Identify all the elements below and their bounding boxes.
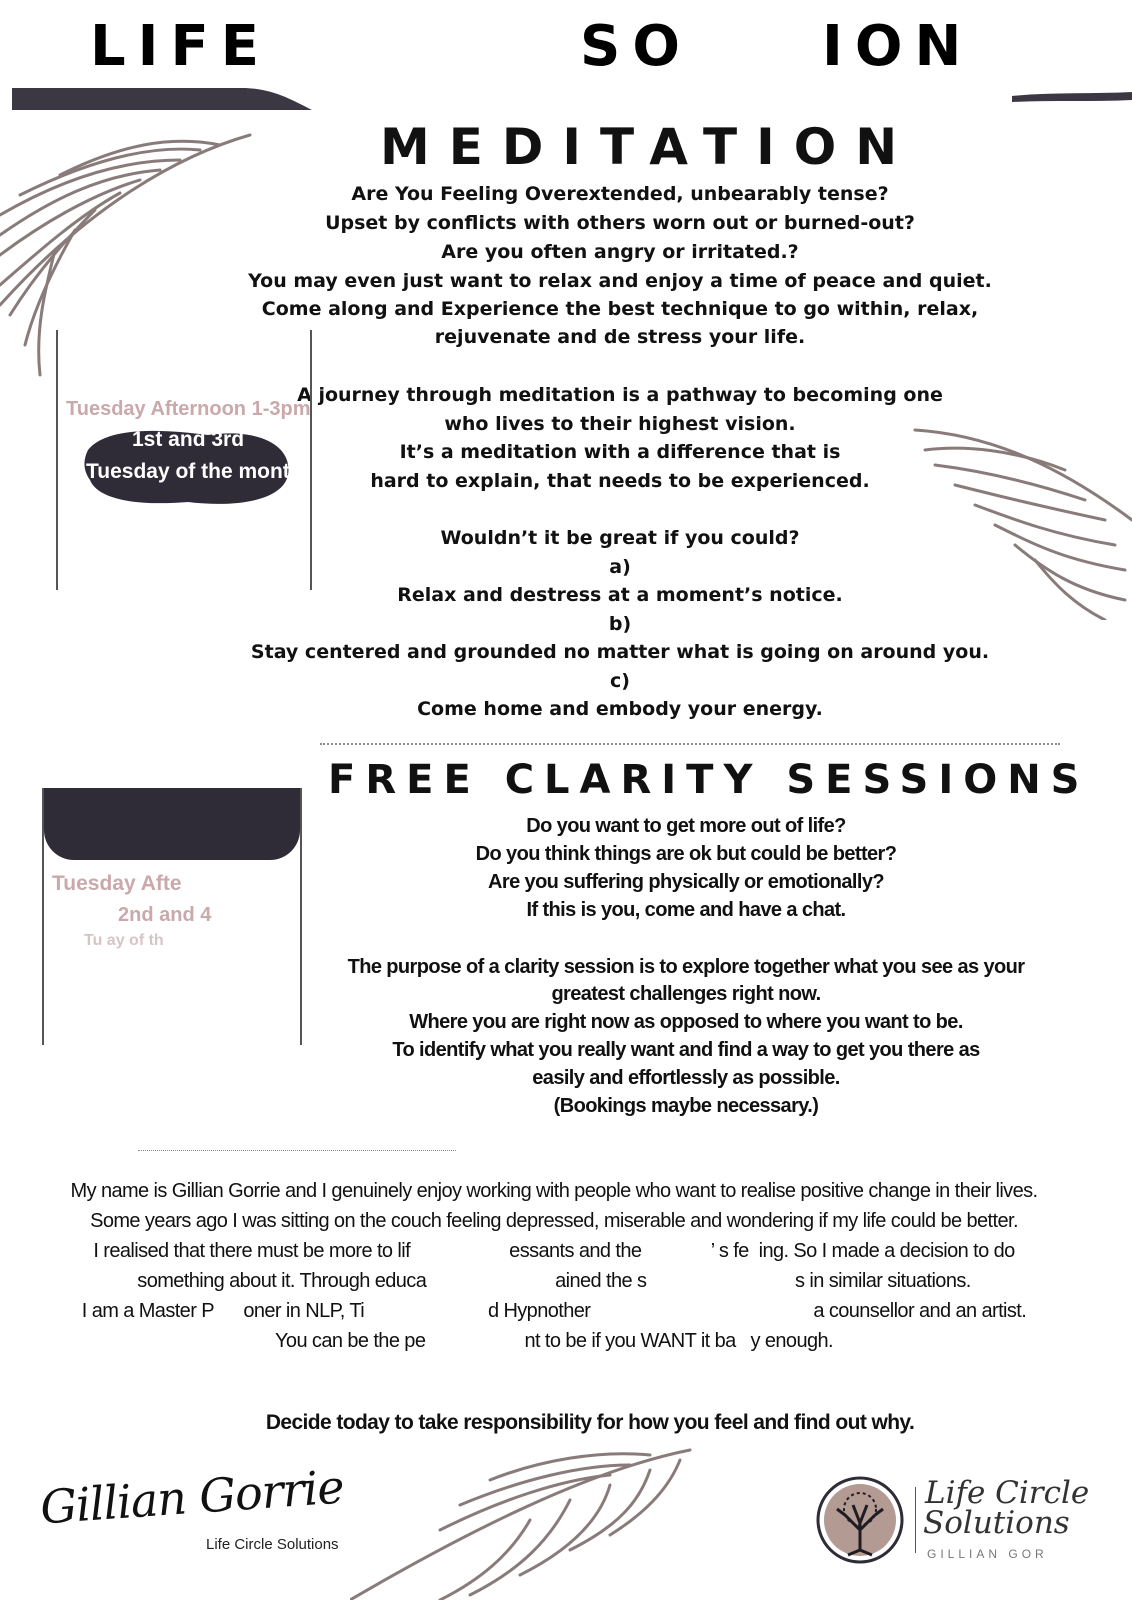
clarity-purpose-line: greatest challenges right now.	[551, 983, 821, 1005]
option-letter-b: b)	[608, 613, 632, 635]
meditation-title: MEDITATION	[380, 118, 917, 176]
header-band	[12, 88, 1132, 110]
meditation-journey-line: A journey through meditation is a pathway to becoming one	[297, 384, 943, 406]
schedule-line: Tuesday of the month	[86, 460, 303, 483]
header-right-word-a: SO	[580, 14, 692, 79]
signature-caption: Life Circle Solutions	[206, 1536, 339, 1553]
bio-line: Some years ago I was sitting on the couch feeling depressed, miserable and wondering if my life could be better.	[90, 1210, 1018, 1232]
clarity-question: Do you want to get more out of life?	[526, 815, 846, 837]
meditation-intro-line: Upset by conflicts with others worn out or burned-out?	[325, 212, 915, 234]
option-text-b: Stay centered and grounded no matter what is going on around you.	[250, 641, 990, 663]
divider-dotted	[138, 1150, 456, 1151]
clarity-question: Are you suffering physically or emotionally?	[488, 871, 884, 893]
meditation-journey-line: hard to explain, that needs to be experienced.	[370, 470, 870, 492]
bio-line: something about it. Through educa ained the s s in similar situations.	[137, 1270, 971, 1292]
palm-leaf-right	[905, 410, 1132, 620]
bio-line: My name is Gillian Gorrie and I genuinely enjoy working with people who want to realise positive change in their lives.	[70, 1180, 1038, 1202]
clarity-purpose-line: The purpose of a clarity session is to explore together what you see as your	[347, 956, 1025, 978]
bio-line: I am a Master P oner in NLP, Ti d Hypnother a counsellor and an artist.	[81, 1300, 1027, 1322]
logo-line-2: Solutions	[923, 1505, 1070, 1541]
signature	[30, 1460, 350, 1570]
logo	[815, 1475, 1090, 1565]
signature-script: Gillian Gorrie	[38, 1459, 346, 1535]
schedule-line: Tu ay of th	[84, 932, 164, 949]
meditation-journey-line: It’s a meditation with a difference that is	[399, 441, 841, 463]
option-letter-a: a)	[609, 556, 631, 578]
clarity-title: FREE CLARITY SESSIONS	[328, 757, 1090, 803]
clarity-question: If this is you, come and have a chat.	[526, 899, 846, 921]
tree-icon	[815, 1475, 905, 1565]
schedule-line: Tuesday Afte	[52, 872, 182, 895]
clarity-purpose-line: Where you are right now as opposed to where you want to be.	[409, 1011, 963, 1033]
divider-dotted	[320, 743, 1060, 745]
logo-divider	[915, 1487, 916, 1553]
header-right-word-b: ION	[822, 14, 974, 79]
logo-line-1: Life Circle	[925, 1475, 1090, 1511]
schedule-line: 2nd and 4	[118, 904, 212, 926]
meditation-intro-line: Are You Feeling Overextended, unbearably tense?	[351, 183, 889, 205]
clarity-schedule-box	[42, 788, 302, 1045]
header-band-shape	[12, 88, 1132, 110]
header-left-word: LIFE	[90, 14, 272, 79]
schedule-line: 1st and 3rd	[132, 428, 245, 451]
option-letter-c: c)	[610, 670, 630, 692]
closing-statement: Decide today to take responsibility for how you feel and find out why.	[265, 1411, 915, 1434]
schedule-line: Tuesday Afternoon 1-3pm	[66, 398, 311, 420]
meditation-journey-line: who lives to their highest vision.	[444, 413, 796, 435]
meditation-intro-line: Come along and Experience the best technique to go within, relax,	[261, 298, 979, 320]
option-text-a: Relax and destress at a moment’s notice.	[397, 584, 843, 606]
meditation-schedule-box	[56, 330, 312, 590]
meditation-question: Wouldn’t it be great if you could?	[440, 527, 800, 549]
bio-line: I realised that there must be more to lif essants and the ’ s fe ing. So I made a decision to do	[93, 1240, 1015, 1262]
clarity-purpose-line: To identify what you really want and find a way to get you there as	[392, 1039, 980, 1061]
bio-line: You can be the pe nt to be if you WANT it ba y enough.	[275, 1330, 833, 1352]
meditation-intro-line: You may even just want to relax and enjoy a time of peace and quiet.	[248, 270, 992, 292]
palm-leaf-bottom	[350, 1440, 710, 1600]
clarity-question: Do you think things are ok but could be better?	[475, 843, 897, 865]
meditation-intro-line: rejuvenate and de stress your life.	[434, 326, 806, 348]
meditation-intro-line: Are you often angry or irritated.?	[441, 241, 799, 263]
logo-subtitle: GILLIAN GOR	[927, 1547, 1048, 1561]
clarity-booking-note: (Bookings maybe necessary.)	[553, 1095, 819, 1117]
ink-band	[44, 788, 300, 860]
option-text-c: Come home and embody your energy.	[417, 698, 823, 720]
clarity-purpose-line: easily and effortlessly as possible.	[532, 1067, 840, 1089]
